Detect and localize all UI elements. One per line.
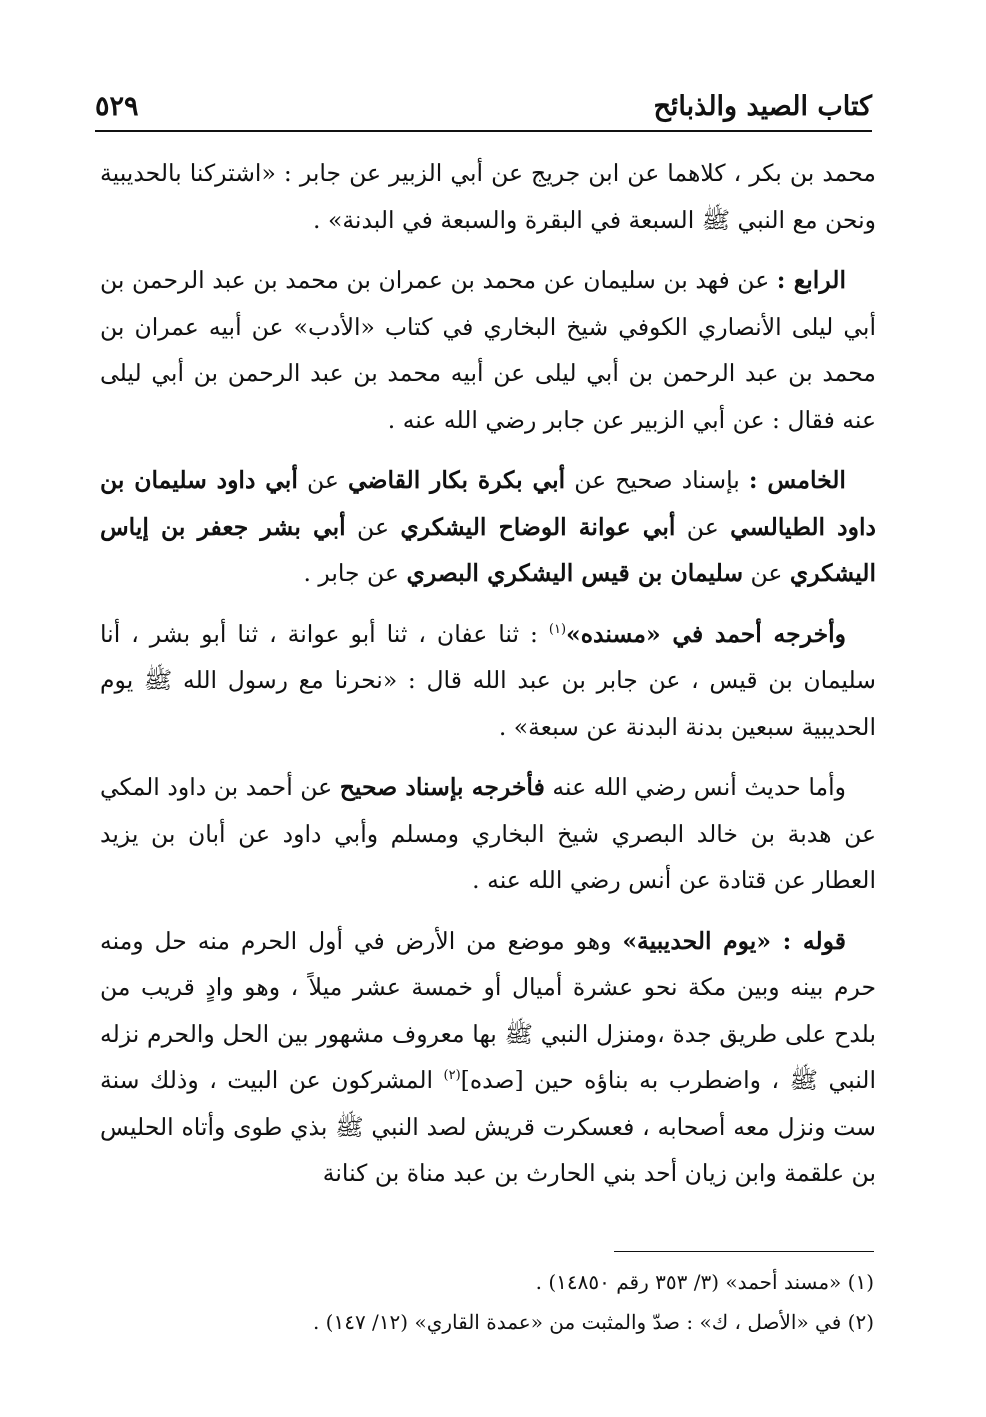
paragraph-3 [100,457,876,597]
paragraph-text: المشركون عن البيت ، وذلك سنة ست ونزل معه أصحابه ، فعسكرت قريش لصد النبي ﷺ بذي طوى وأتاه الحليس بن علقمة وابن زيان أحد بني الحارث بن عبد مناة بن كنانة [100,1066,876,1187]
footnote-2: (٢) في «الأصل ، ك» : صدّ والمثبت من «عمدة القاري» (١٢/ ١٤٧) . [312,1310,874,1334]
footnote-ref-1[interactable]: (١) [548,621,567,637]
page-number: ٥٢٩ [95,91,139,122]
footnote-divider [614,1251,874,1252]
paragraph-text: عن [345,512,401,541]
paragraph-text: وأما حديث أنس رضي الله عنه [544,773,846,801]
footnotes [100,1262,874,1342]
page-header [95,70,872,132]
narrator-name: سليمان بن قيس اليشكري البصري [406,559,744,587]
main-text [100,150,876,1211]
paragraph-text: عن [675,512,731,541]
narrator-name: أبي داود سليمان بن داود الطيالسي [100,466,876,541]
paragraph-text: عن جابر . [303,559,407,587]
paragraph-6 [100,918,876,1197]
narrator-name: أبي بكرة بكار القاضي [347,466,566,494]
paragraph-text: محمد بن بكر ، كلاهما عن ابن جريج عن أبي الزبير عن جابر : «اشتركنا بالحديبية ونحن مع النبي ﷺ السبعة في البقرة والسبعة في البدنة» . [100,159,876,234]
section-lead: الرابع : [776,266,846,294]
paragraph-text: : ثنا عفان ، ثنا أبو عوانة ، ثنا أبو بشر ، أنا سليمان بن قيس ، عن جابر بن عبد الله قال : «نحرنا مع رسول الله ﷺ يوم الحديبية سبعين بدنة البدنة عن سبعة» . [100,619,876,741]
paragraph-text: بإسناد صحيح عن [565,466,749,494]
section-lead: قوله : «يوم الحديبية» [622,926,846,955]
narrator-name: أبي بشر جعفر بن إياس اليشكري [100,512,876,587]
book-title: كتاب الصيد والذبائح [653,91,872,122]
bold-phrase: فأخرجه بإسناد صحيح [339,773,545,801]
paragraph-1 [100,150,876,243]
section-lead: الخامس : [748,466,846,494]
paragraph-4 [100,611,876,751]
paragraph-text: عن [743,559,790,587]
paragraph-text: عن فهد بن سليمان عن محمد بن عمران بن محمد بن عبد الرحمن بن أبي ليلى الأنصاري الكوفي شيخ البخاري في كتاب «الأدب» عن أبيه عمران بن محمد بن عبد الرحمن بن أبي ليلى عن أبيه محمد بن عبد الرحمن بن أبي ليلى عنه فقال : عن أبي الزبير عن جابر رضي الله عنه . [100,266,876,434]
paragraph-text: عن [297,466,348,494]
footnote-1: (١) «مسند أحمد» (٣/ ٣٥٣ رقم ١٤٨٥٠) . [535,1270,874,1294]
paragraph-text: وهو موضع من الأرض في أول الحرم منه حل ومنه حرم بينه وبين مكة نحو عشرة أميال أو خمسة عشر ميلاً ، وهو وادٍ قريب من بلدح على طريق جدة ،ومنزل النبي ﷺ بها معروف مشهور بين الحل والحرم نزله النبي ﷺ ، واضطرب به بناؤه حين [صده] [100,926,876,1094]
footnote-ref-2[interactable]: (٢) [443,1068,461,1084]
paragraph-text: عن أحمد بن داود المكي عن هدبة بن خالد البصري شيخ البخاري ومسلم وأبي داود عن أبان بن يزيد العطار عن قتادة عن أنس رضي الله عنه . [100,773,876,894]
narrator-name: أبي عوانة الوضاح اليشكري [400,512,676,541]
section-lead: وأخرجه أحمد في «مسنده» [566,619,847,648]
paragraph-2 [100,257,876,443]
paragraph-5 [100,764,876,904]
